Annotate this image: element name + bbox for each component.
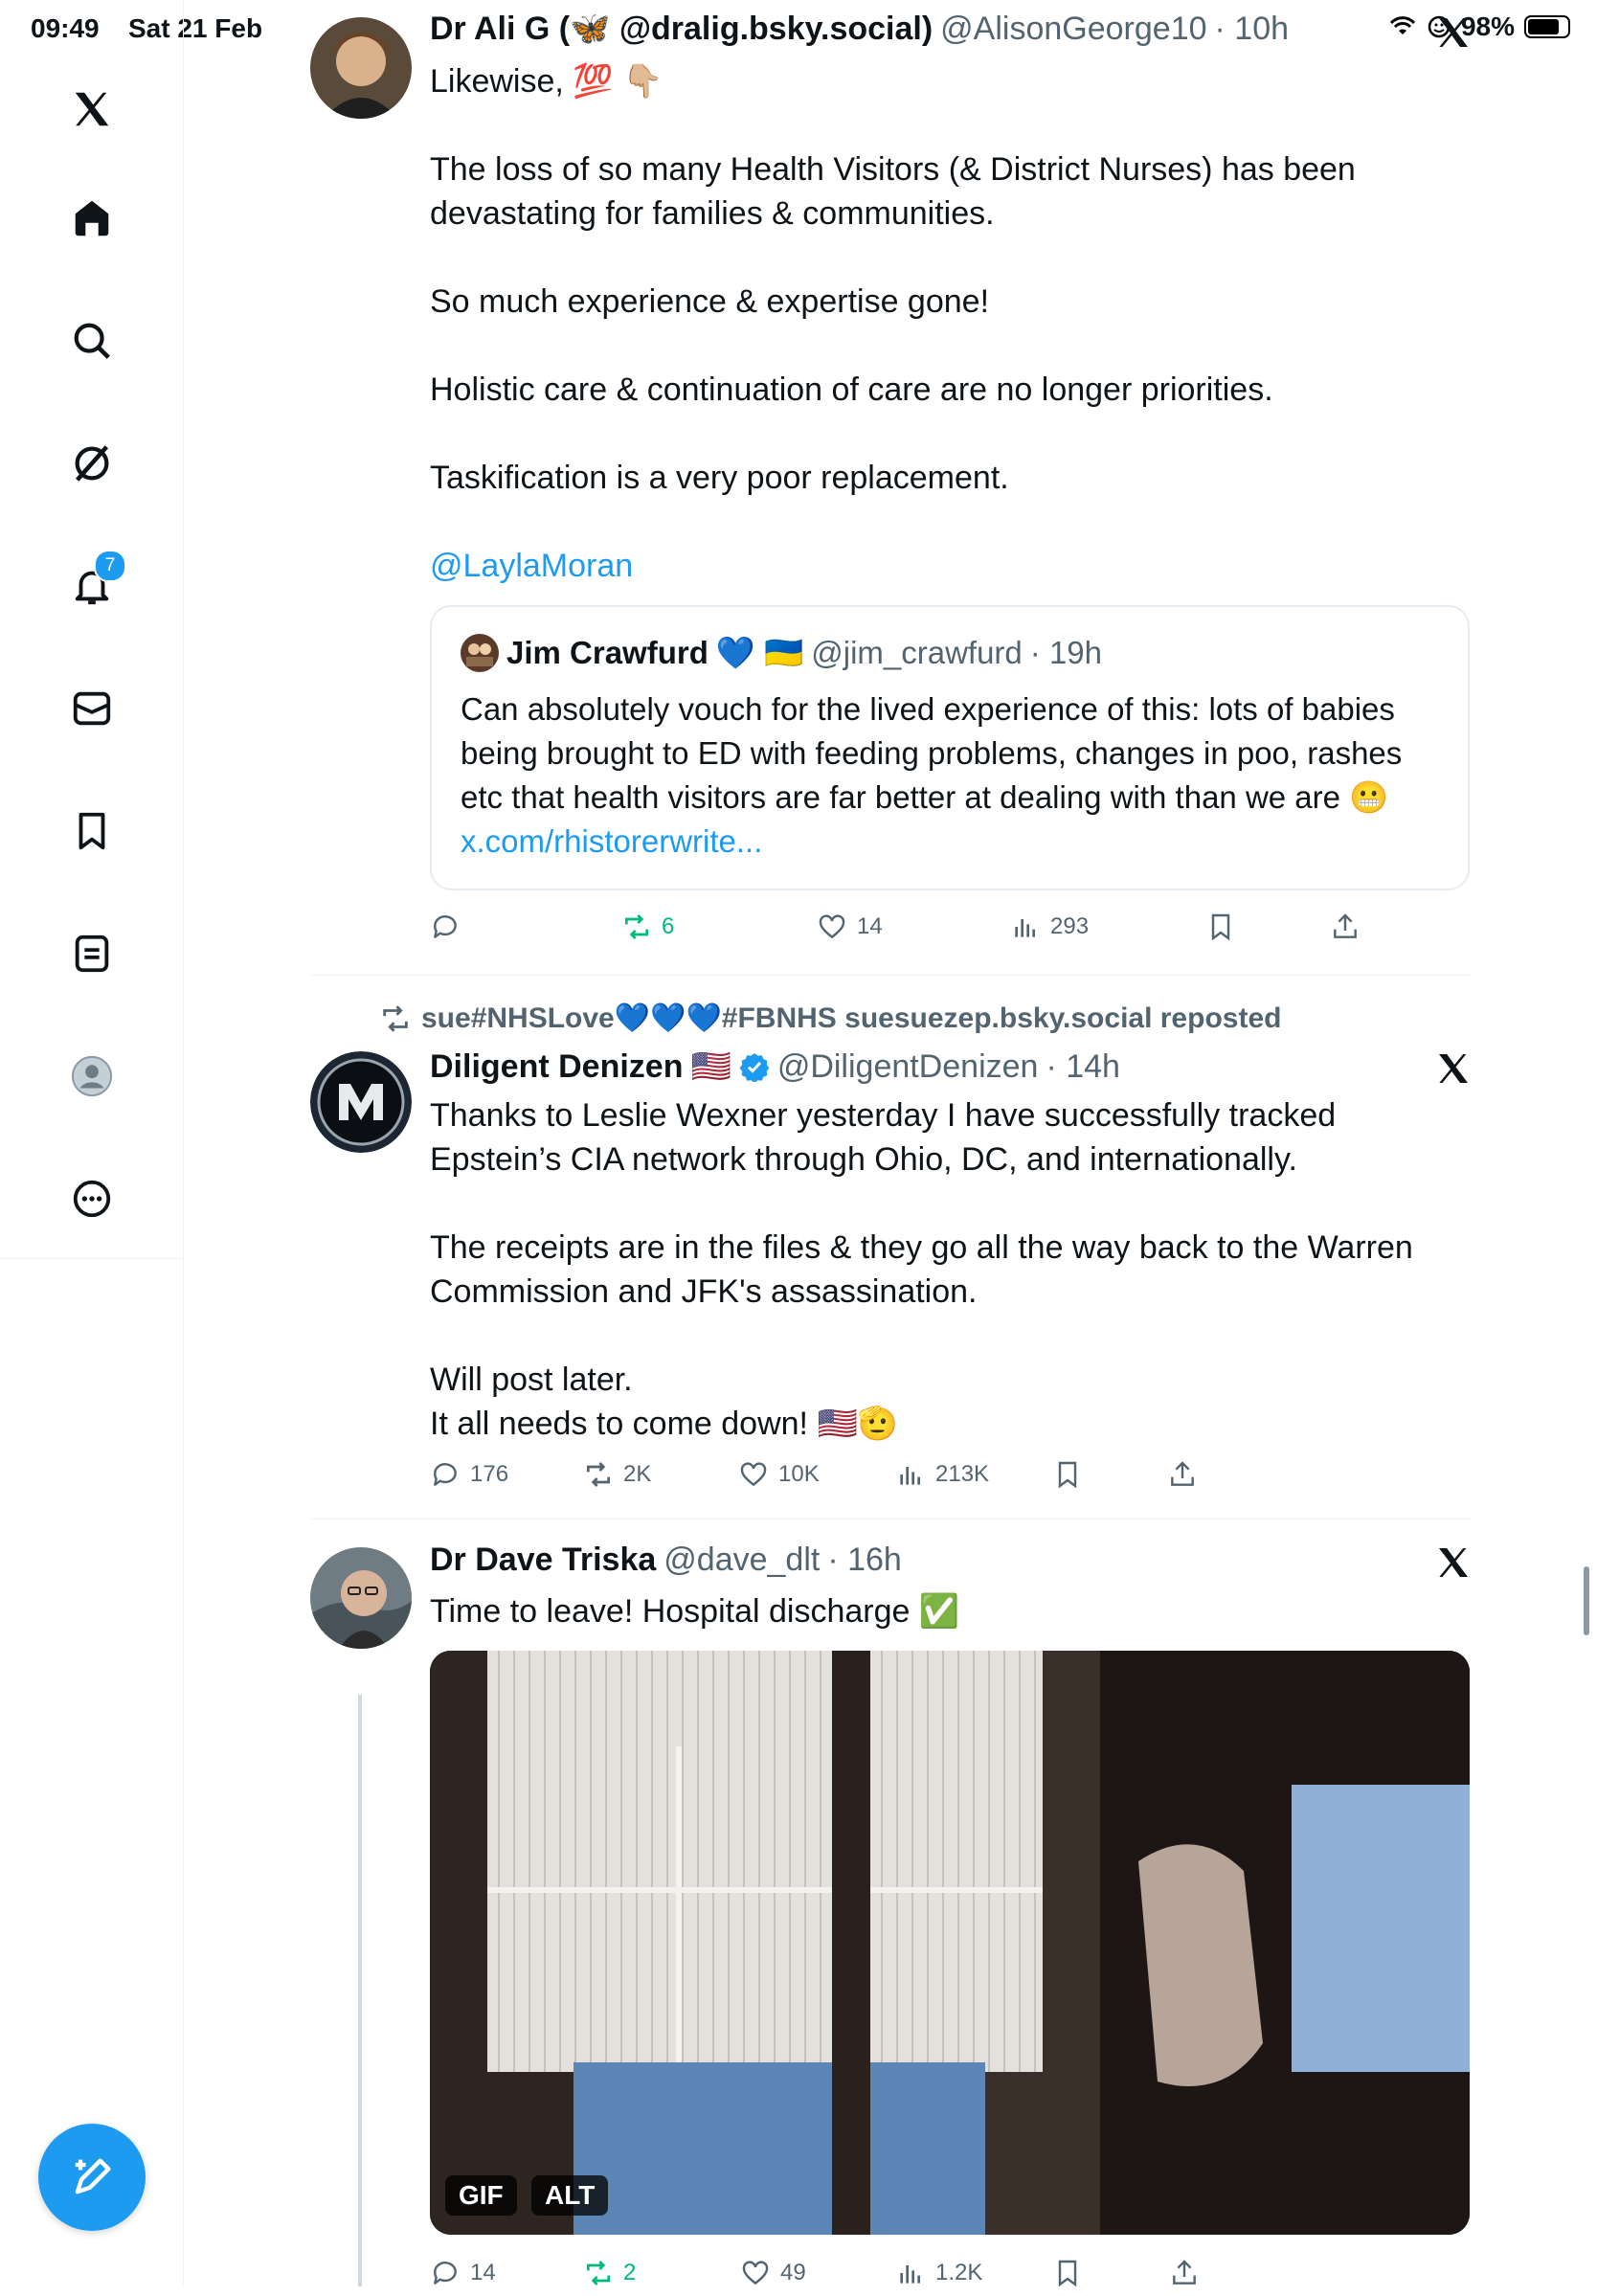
- grok-icon[interactable]: [54, 425, 130, 502]
- avatar[interactable]: [310, 1547, 412, 1649]
- tweet-actions: [430, 2258, 1387, 2296]
- tweet-text: [430, 59, 1473, 588]
- share-button[interactable]: [1169, 2258, 1200, 2288]
- reply-count: 176: [470, 1461, 509, 1487]
- tweet-text: Time to leave! Hospital discharge ✅: [430, 1593, 960, 1630]
- battery-percent: 98%: [1460, 11, 1515, 41]
- reply-icon: [430, 912, 461, 942]
- reply-count: 14: [470, 2260, 496, 2285]
- notifications-badge: 7: [94, 550, 126, 582]
- reply-button[interactable]: [430, 1459, 508, 1490]
- heart-icon: [738, 1459, 769, 1490]
- sidebar-divider: [0, 1258, 184, 1259]
- repost-count: 2: [623, 2260, 637, 2285]
- like-button[interactable]: [738, 1459, 820, 1490]
- compose-button[interactable]: [38, 2124, 146, 2231]
- share-icon: [1330, 912, 1361, 942]
- more-icon[interactable]: [54, 1160, 130, 1237]
- heart-icon: [817, 912, 847, 942]
- repost-button[interactable]: [621, 912, 674, 942]
- compose-feather-icon: [67, 2152, 117, 2202]
- like-button[interactable]: [817, 912, 883, 942]
- bookmark-button[interactable]: [1052, 1459, 1083, 1490]
- alt-tag[interactable]: ALT: [531, 2175, 608, 2216]
- views-button[interactable]: [1010, 912, 1089, 942]
- reply-button[interactable]: [430, 912, 470, 942]
- share-icon: [1167, 1459, 1198, 1490]
- reply-icon: [430, 2258, 461, 2288]
- avatar[interactable]: [310, 1051, 412, 1153]
- views-icon: [895, 1459, 926, 1490]
- heart-icon: [740, 2258, 771, 2288]
- bookmarks-icon[interactable]: [54, 793, 130, 869]
- share-icon: [1169, 2258, 1200, 2288]
- like-count: 49: [780, 2260, 806, 2285]
- gif-media[interactable]: [430, 1651, 1470, 2235]
- author-handle[interactable]: @DiligentDenizen: [776, 1047, 1039, 1085]
- quote-author-line: [461, 634, 1102, 672]
- repost-button[interactable]: [583, 1459, 651, 1490]
- x-close-icon[interactable]: [1434, 1049, 1473, 1088]
- view-count: 1.2K: [935, 2260, 983, 2285]
- reposted-by-text: sue#NHSLove💙💙💙#FBNHS suesuezep.bsky.social reposted: [421, 1002, 1282, 1034]
- mention-link[interactable]: @LaylaMoran: [430, 548, 634, 584]
- bookmark-icon: [1052, 2258, 1083, 2288]
- reply-icon: [430, 1459, 461, 1490]
- quote-author-handle: @jim_crawfurd: [811, 635, 1023, 670]
- x-logo-icon[interactable]: [54, 71, 130, 147]
- reposted-by-line[interactable]: [379, 1002, 1281, 1035]
- tweet-actions: [430, 1459, 1387, 1497]
- repost-icon: [583, 2258, 614, 2288]
- repost-count: 6: [662, 913, 675, 939]
- like-count: 14: [857, 913, 883, 939]
- status-icons: [1388, 11, 1570, 42]
- repost-count: 2K: [623, 1461, 652, 1487]
- avatar[interactable]: [310, 17, 412, 119]
- author-name[interactable]: Diligent Denizen: [430, 1047, 684, 1085]
- home-icon[interactable]: [54, 180, 130, 257]
- tweet-actions: [430, 912, 1387, 950]
- search-icon[interactable]: [54, 303, 130, 379]
- quote-body: Can absolutely vouch for the lived experience of this: lots of babies being brought to ED with feeding problems, changes in poo, rashes etc that health visitors are far better at dealing with than we are 😬: [461, 691, 1411, 815]
- gif-frame-image: [430, 1651, 1470, 2235]
- scrollbar[interactable]: [1584, 1566, 1589, 1635]
- quote-author-name: Jim Crawfurd: [506, 635, 709, 670]
- quote-text: [461, 687, 1447, 864]
- view-count: 293: [1050, 913, 1090, 939]
- quote-link[interactable]: x.com/rhistorerwrite...: [461, 823, 763, 859]
- author-name[interactable]: Dr Dave Triska: [430, 1542, 657, 1578]
- views-icon: [1010, 912, 1041, 942]
- share-button[interactable]: [1330, 912, 1361, 942]
- view-count: 213K: [935, 1461, 990, 1487]
- x-close-icon[interactable]: [1434, 1543, 1473, 1582]
- repost-icon: [621, 912, 652, 942]
- wifi-icon: [1388, 15, 1417, 38]
- thread-connector-line: [358, 1695, 362, 2286]
- sidebar: [0, 0, 184, 2286]
- views-icon: [895, 2258, 926, 2288]
- tweet-text: Thanks to Leslie Wexner yesterday I have successfully tracked Epstein’s CIA network through Ohio, DC, and internationally. The receipts are in the files & they go all the way back to the Warren Commission and JFK's assassination. Will post later. It all needs to come down! 🇺🇸🫡: [430, 1097, 1413, 1442]
- verified-badge-icon: [739, 1051, 770, 1082]
- tweet-author-line: [430, 10, 1289, 48]
- author-handle[interactable]: @AlisonGeorge10: [940, 10, 1207, 47]
- tweet-author-line: [430, 1542, 902, 1579]
- like-count: 10K: [778, 1461, 820, 1487]
- tweet-body: Likewise, 💯 👇🏼 The loss of so many Health Visitors (& District Nurses) has been devastating for families & communities. So much experience & expertise gone! Holistic care & continuation of care are no longer priorities. Taskification is a very poor replacement.: [430, 63, 1356, 496]
- profile-avatar-icon[interactable]: [54, 1038, 130, 1114]
- repost-button[interactable]: [583, 2258, 636, 2288]
- author-handle[interactable]: @dave_dlt: [664, 1542, 821, 1578]
- repost-icon: [583, 1459, 614, 1490]
- quote-time: · 19h: [1029, 635, 1102, 670]
- lists-icon[interactable]: [54, 915, 130, 992]
- status-date: Sat 21 Feb: [128, 13, 263, 43]
- quote-author-emoji: 💙 🇺🇦: [715, 634, 804, 670]
- author-name[interactable]: Dr Ali G (🦋 @dralig.bsky.social): [430, 11, 933, 47]
- views-button[interactable]: [895, 2258, 982, 2288]
- share-button[interactable]: [1167, 1459, 1198, 1490]
- views-button[interactable]: [895, 1459, 989, 1490]
- reply-button[interactable]: [430, 2258, 496, 2288]
- messages-icon[interactable]: [54, 670, 130, 747]
- x-close-icon[interactable]: [1434, 13, 1473, 52]
- status-time: 09:49: [31, 13, 100, 43]
- bookmark-icon: [1205, 912, 1236, 942]
- bookmark-button[interactable]: [1052, 2258, 1083, 2288]
- gif-tag[interactable]: GIF: [445, 2175, 517, 2216]
- tweet-time[interactable]: · 10h: [1214, 10, 1290, 47]
- author-flag: 🇺🇸: [690, 1048, 731, 1085]
- repost-icon: [379, 1002, 412, 1035]
- bookmark-icon: [1052, 1459, 1083, 1490]
- notifications-icon[interactable]: [54, 548, 130, 624]
- bookmark-button[interactable]: [1205, 912, 1236, 942]
- battery-icon: [1524, 15, 1570, 38]
- tweet-author-line: [430, 1047, 1120, 1086]
- tweet-divider: [310, 975, 1471, 976]
- tweet-time[interactable]: · 14h: [1046, 1047, 1120, 1085]
- quoted-tweet[interactable]: [430, 605, 1470, 890]
- tweet-time[interactable]: · 16h: [827, 1542, 902, 1578]
- like-button[interactable]: [740, 2258, 806, 2288]
- quote-avatar: [461, 634, 499, 672]
